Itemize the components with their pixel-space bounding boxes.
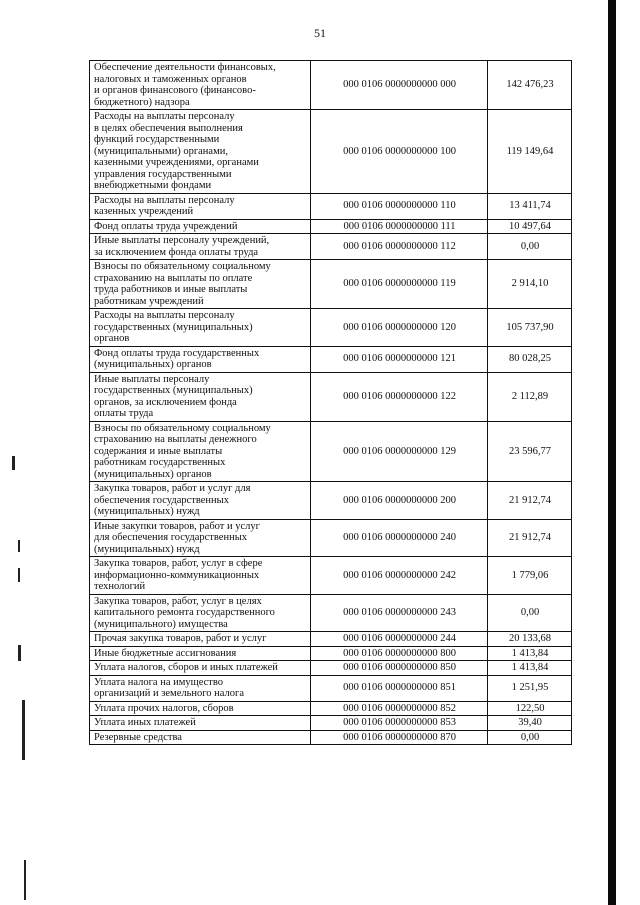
- row-amount-cell: [488, 421, 572, 482]
- row-name-cell: [90, 716, 311, 731]
- row-code-text: 000 0106 0000000000 240: [343, 532, 456, 543]
- row-amount-text: 0,00: [520, 240, 540, 252]
- row-code-cell: [311, 632, 488, 647]
- row-amount-cell: [488, 557, 572, 595]
- table-row: [90, 482, 572, 520]
- scan-mark: [22, 700, 25, 760]
- row-code-text: 000 0106 0000000000 000: [343, 79, 456, 91]
- row-name-text: Закупка товаров, работ, услуг в сфере информационно-коммуникационных технологий: [94, 558, 263, 592]
- row-amount-text: 0,00: [520, 731, 540, 743]
- table-row: [90, 716, 572, 731]
- row-amount-text: 122,50: [515, 702, 545, 714]
- table-row: [90, 234, 572, 260]
- table-row: [90, 701, 572, 716]
- row-amount-text: 105 737,90: [506, 321, 554, 333]
- row-amount-cell: [488, 219, 572, 234]
- row-name-text: Фонд оплаты труда государственных (муниципальных) органов: [94, 347, 260, 370]
- row-code-cell: [311, 219, 488, 234]
- row-name-text: Расходы на выплаты персоналу в целях обеспечения выполнения функций государственными (муниципальными) органами, казенными учреждениями, органами управления государственными внебюджетными фондами: [94, 111, 259, 191]
- row-name-cell: [90, 234, 311, 260]
- row-name-cell: [90, 346, 311, 372]
- row-amount-text: 20 133,68: [509, 633, 551, 644]
- scan-mark: [18, 540, 20, 552]
- row-amount-text: 142 476,23: [506, 79, 554, 91]
- row-amount-cell: [488, 646, 572, 661]
- row-code-cell: [311, 675, 488, 701]
- row-code-cell: [311, 260, 488, 309]
- row-amount-cell: [488, 309, 572, 347]
- row-code-text: 000 0106 0000000000 851: [343, 682, 456, 694]
- row-code-cell: [311, 193, 488, 219]
- row-code-cell: [311, 557, 488, 595]
- row-amount-cell: [488, 594, 572, 632]
- row-amount-text: 13 411,74: [509, 200, 551, 212]
- row-name-cell: [90, 646, 311, 661]
- table-row: [90, 632, 572, 647]
- row-code-text: 000 0106 0000000000 110: [343, 200, 456, 212]
- row-name-cell: [90, 632, 311, 647]
- row-code-cell: [311, 519, 488, 557]
- row-code-text: 000 0106 0000000000 242: [343, 569, 456, 581]
- table-row: [90, 661, 572, 676]
- row-name-cell: [90, 61, 311, 110]
- row-amount-cell: [488, 701, 572, 716]
- row-code-cell: [311, 661, 488, 676]
- row-amount-cell: [488, 193, 572, 219]
- row-amount-text: 2 112,89: [511, 390, 549, 402]
- row-name-text: Прочая закупка товаров, работ и услуг: [94, 633, 267, 644]
- row-amount-text: 80 028,25: [509, 353, 551, 365]
- row-name-text: Уплата прочих налогов, сборов: [94, 702, 234, 714]
- row-name-cell: [90, 309, 311, 347]
- row-name-cell: [90, 421, 311, 482]
- row-name-cell: [90, 519, 311, 557]
- row-code-text: 000 0106 0000000000 129: [343, 445, 456, 457]
- table-row: [90, 260, 572, 309]
- row-code-text: 000 0106 0000000000 121: [343, 353, 456, 365]
- row-code-text: 000 0106 0000000000 120: [343, 321, 456, 333]
- table-row: [90, 730, 572, 745]
- row-amount-text: 1 413,84: [511, 647, 549, 659]
- row-name-cell: [90, 482, 311, 520]
- row-code-text: 000 0106 0000000000 800: [343, 647, 456, 659]
- row-code-cell: [311, 482, 488, 520]
- row-code-cell: [311, 309, 488, 347]
- row-amount-cell: [488, 632, 572, 647]
- row-name-text: Уплата налога на имущество организаций и земельного налога: [94, 676, 244, 699]
- row-amount-text: 10 497,64: [509, 220, 551, 232]
- row-name-text: Резервные средства: [94, 731, 182, 743]
- row-code-text: 000 0106 0000000000 122: [343, 390, 456, 402]
- row-amount-cell: [488, 675, 572, 701]
- scan-mark: [12, 456, 15, 470]
- table-row: [90, 219, 572, 234]
- row-name-cell: [90, 219, 311, 234]
- table-row: [90, 372, 572, 421]
- row-amount-text: 2 914,10: [511, 278, 549, 290]
- row-name-cell: [90, 110, 311, 194]
- row-name-text: Взносы по обязательному социальному страхованию на выплаты по оплате труда работников и иные выплаты работникам учреждений: [94, 261, 271, 307]
- row-amount-text: 39,40: [518, 717, 542, 728]
- row-code-text: 000 0106 0000000000 853: [343, 717, 456, 728]
- row-amount-text: 1 251,95: [511, 682, 549, 694]
- row-code-cell: [311, 716, 488, 731]
- row-amount-cell: [488, 372, 572, 421]
- table-row: [90, 675, 572, 701]
- row-amount-text: 119 149,64: [506, 145, 554, 157]
- table-row: [90, 519, 572, 557]
- row-amount-text: 1 413,84: [511, 662, 549, 673]
- row-amount-cell: [488, 519, 572, 557]
- row-amount-text: 0,00: [520, 607, 540, 618]
- row-name-text: Обеспечение деятельности финансовых, налоговых и таможенных органов и органов финансового (финансово- бюджетного) надзора: [94, 62, 276, 108]
- row-name-text: Закупка товаров, работ и услуг для обеспечения государственных (муниципальных) нужд: [94, 483, 251, 517]
- row-name-text: Фонд оплаты труда учреждений: [94, 220, 238, 232]
- row-amount-text: 23 596,77: [509, 445, 551, 457]
- row-name-text: Расходы на выплаты персоналу государственных (муниципальных) органов: [94, 310, 253, 344]
- row-name-text: Иные бюджетные ассигнования: [94, 647, 237, 659]
- row-code-cell: [311, 594, 488, 632]
- row-amount-cell: [488, 61, 572, 110]
- row-amount-cell: [488, 661, 572, 676]
- row-name-text: Уплата налогов, сборов и иных платежей: [94, 662, 278, 673]
- row-code-cell: [311, 646, 488, 661]
- row-name-cell: [90, 372, 311, 421]
- row-code-text: 000 0106 0000000000 119: [343, 278, 456, 290]
- budget-table: [89, 60, 572, 745]
- table-row: [90, 594, 572, 632]
- row-amount-cell: [488, 730, 572, 745]
- table-row: [90, 193, 572, 219]
- row-code-text: 000 0106 0000000000 852: [343, 702, 456, 714]
- row-amount-cell: [488, 234, 572, 260]
- row-code-text: 000 0106 0000000000 100: [343, 145, 456, 157]
- row-amount-text: 1 779,06: [511, 569, 549, 581]
- row-name-cell: [90, 260, 311, 309]
- row-code-cell: [311, 421, 488, 482]
- row-code-cell: [311, 701, 488, 716]
- scan-mark: [18, 645, 21, 661]
- row-name-cell: [90, 730, 311, 745]
- row-code-cell: [311, 346, 488, 372]
- row-name-cell: [90, 701, 311, 716]
- row-name-text: Взносы по обязательному социальному страхованию на выплаты денежного содержания и иные выплаты работникам государственных (муниципальных) органов: [94, 422, 271, 480]
- row-code-cell: [311, 61, 488, 110]
- table-row: [90, 646, 572, 661]
- row-name-text: Закупка товаров, работ, услуг в целях капитального ремонта государственного (муниципального) имущества: [94, 595, 275, 630]
- row-amount-cell: [488, 482, 572, 520]
- row-name-cell: [90, 661, 311, 676]
- row-code-text: 000 0106 0000000000 850: [343, 662, 456, 673]
- row-amount-text: 21 912,74: [509, 532, 551, 543]
- row-code-text: 000 0106 0000000000 244: [343, 633, 456, 644]
- table-row: [90, 421, 572, 482]
- row-amount-cell: [488, 716, 572, 731]
- row-code-cell: [311, 234, 488, 260]
- scan-mark: [24, 860, 26, 900]
- row-name-cell: [90, 193, 311, 219]
- row-name-text: Иные выплаты персоналу государственных (муниципальных) органов, за исключением фонда оплаты труда: [94, 373, 253, 419]
- row-amount-cell: [488, 346, 572, 372]
- row-code-text: 000 0106 0000000000 111: [343, 220, 456, 232]
- row-code-cell: [311, 372, 488, 421]
- row-name-text: Иные закупки товаров, работ и услуг для обеспечения государственных (муниципальных) нужд: [94, 520, 260, 555]
- row-amount-cell: [488, 260, 572, 309]
- page-number: 51: [314, 26, 326, 40]
- table-row: [90, 110, 572, 194]
- row-code-text: 000 0106 0000000000 870: [343, 731, 456, 743]
- row-code-text: 000 0106 0000000000 112: [343, 240, 456, 252]
- row-amount-text: 21 912,74: [509, 494, 551, 506]
- table-row: [90, 61, 572, 110]
- row-name-cell: [90, 675, 311, 701]
- row-code-cell: [311, 110, 488, 194]
- row-code-text: 000 0106 0000000000 243: [343, 607, 456, 618]
- row-name-text: Расходы на выплаты персоналу казенных учреждений: [94, 194, 235, 217]
- row-name-text: Уплата иных платежей: [94, 717, 196, 728]
- row-name-text: Иные выплаты персоналу учреждений, за исключением фонда оплаты труда: [94, 235, 270, 258]
- row-amount-cell: [488, 110, 572, 194]
- scan-mark: [18, 568, 20, 582]
- table-row: [90, 309, 572, 347]
- table-row: [90, 346, 572, 372]
- row-code-cell: [311, 730, 488, 745]
- table-row: [90, 557, 572, 595]
- row-name-cell: [90, 557, 311, 595]
- row-name-cell: [90, 594, 311, 632]
- row-code-text: 000 0106 0000000000 200: [343, 494, 456, 506]
- scan-edge-bar: [608, 0, 616, 905]
